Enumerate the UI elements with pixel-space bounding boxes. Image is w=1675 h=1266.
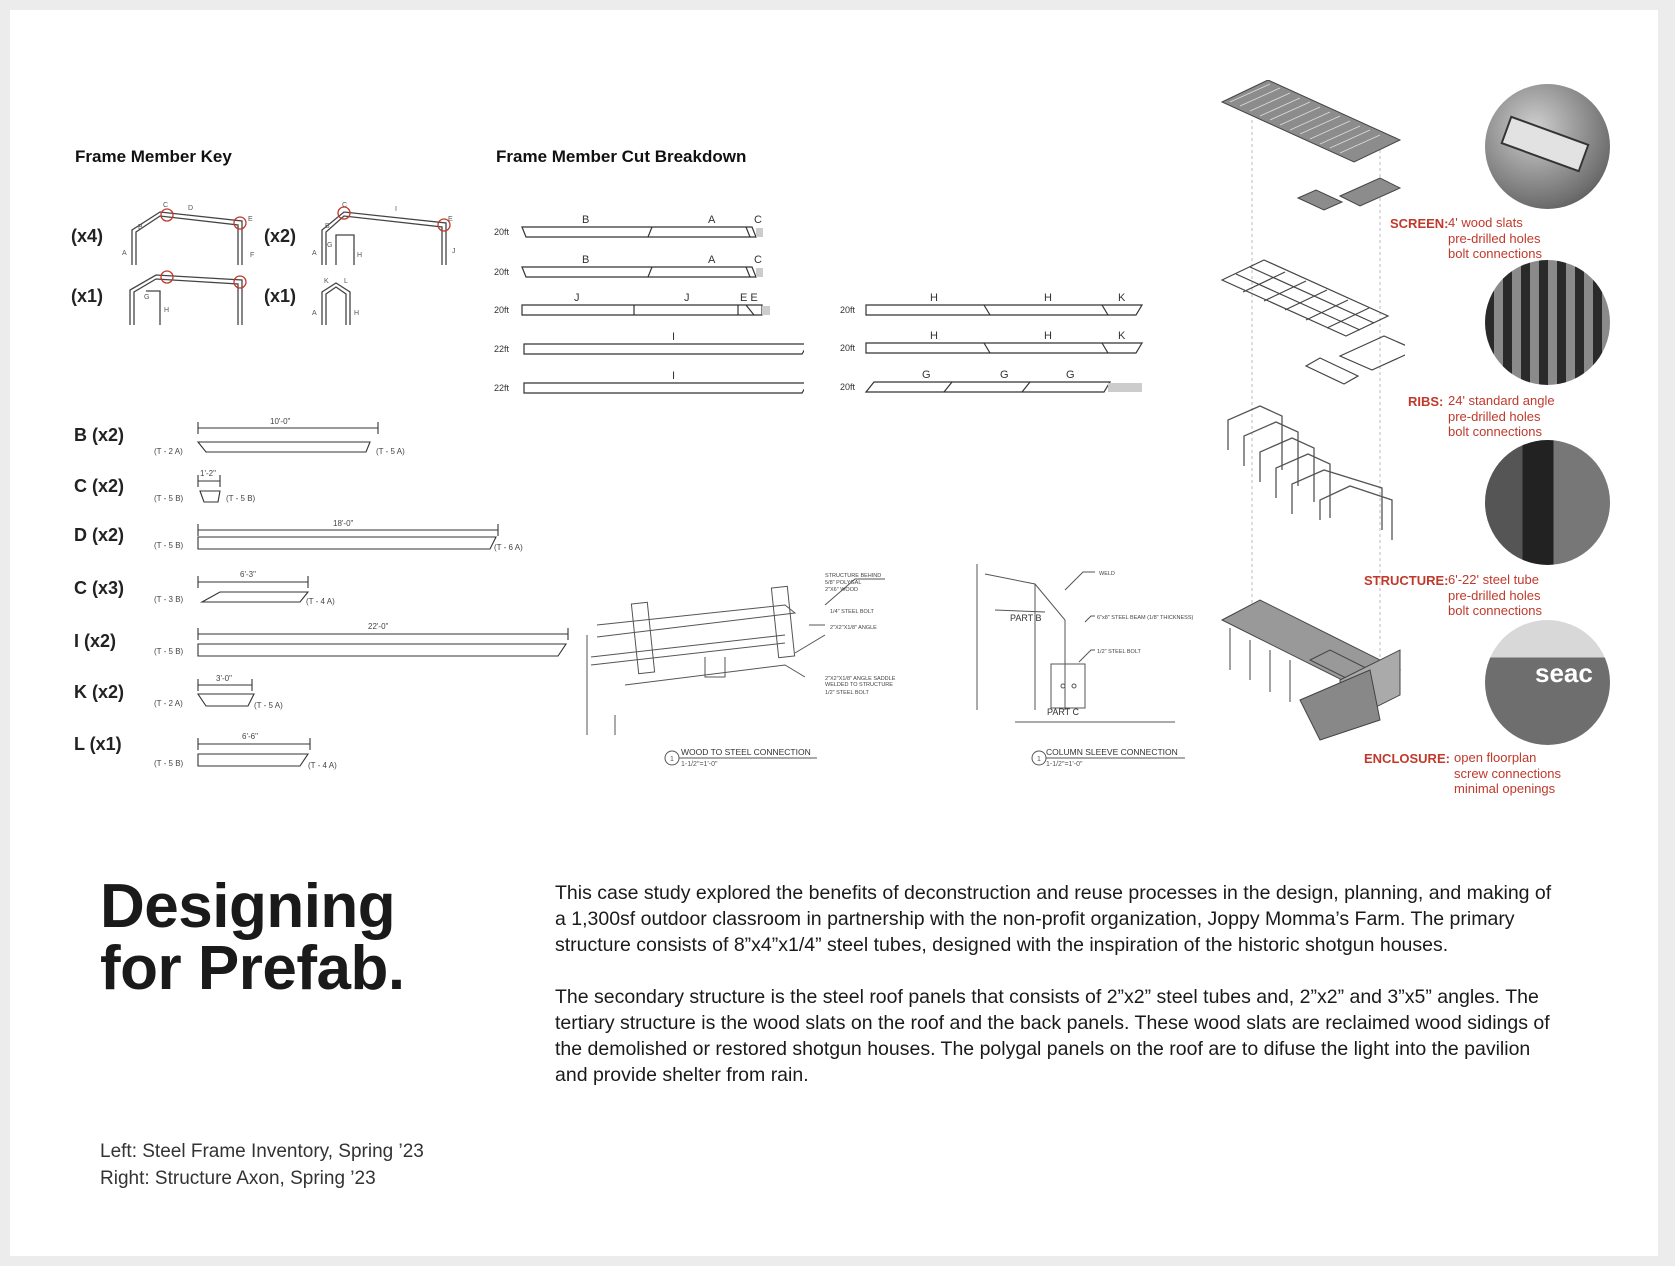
screen-photo	[1485, 84, 1610, 209]
legend-line: 6'-22' steel tube	[1448, 572, 1539, 587]
key-letter: H	[354, 310, 360, 317]
key-letter: H	[164, 307, 170, 314]
cut-piece-label: H	[1044, 330, 1052, 342]
cut-length: 22ft	[494, 344, 510, 354]
detail-note: 2"X2"X1/8" ANGLE	[830, 625, 877, 631]
paragraph: The secondary structure is the steel roof panels that consists of 2”x2” steel tubes and, 2”x2” and 3”x5” angles. The tertiary structure is the wood slats on the roof and the back panels. These wood slats are reclaimed wood sidings of the demolished or restored shotgun houses. The polygal panels on the roof are to difuse the light into the pavilion and provide shelter from rain.	[555, 986, 1550, 1086]
inventory-tag: (T - 5 B)	[154, 647, 184, 656]
sheet	[10, 10, 1658, 1256]
legend-line: bolt connections	[1448, 246, 1542, 261]
cut-piece-label: J	[684, 292, 690, 304]
cut-piece-label: A	[708, 214, 716, 226]
cut-piece-label: J	[574, 292, 580, 304]
inventory-tag: (T - 4 A)	[308, 761, 337, 770]
detail-scale: 1-1/2"=1'-0"	[1046, 761, 1083, 768]
inventory-dim: 18'-0"	[333, 519, 354, 528]
legend-enclosure	[1364, 750, 1561, 796]
key-letter: F	[250, 252, 255, 259]
cut-piece-label: K	[1118, 330, 1126, 342]
key-count-2: (x2)	[264, 226, 297, 246]
key-letter: H	[357, 252, 363, 259]
detail-number: 1	[670, 756, 674, 763]
key-letter: I	[395, 206, 397, 213]
inventory-tag: (T - 5 B)	[154, 759, 184, 768]
cut-piece-label: K	[1118, 292, 1126, 304]
cut-piece-label: C	[754, 214, 762, 226]
inventory-label: C (x3)	[74, 578, 125, 598]
legend-line: bolt connections	[1448, 603, 1542, 618]
inventory-tag: (T - 5 A)	[376, 447, 405, 456]
detail-title: WOOD TO STEEL CONNECTION	[681, 747, 811, 757]
legend-line: 24' standard angle	[1448, 393, 1555, 408]
cut-piece-label: A	[708, 254, 716, 266]
caption-right: Right: Structure Axon, Spring ’23	[100, 1168, 376, 1189]
legend-head: STRUCTURE:	[1364, 573, 1449, 588]
frame-key-drawings	[110, 195, 480, 330]
paragraph: This case study explored the benefits of deconstruction and reuse processes in the design, planning, and making of a 1,300sf outdoor classroom in partnership with the non-profit organization, Joppy Momma’s Farm. The primary structure consists of 8”x4”x1/4” steel tubes, designed with the inspiration of the historic shotgun houses.	[555, 882, 1552, 956]
inventory-label: B (x2)	[74, 425, 125, 445]
captions	[100, 1138, 424, 1192]
wood-to-steel-detail	[585, 565, 915, 775]
inventory-label: K (x2)	[74, 682, 125, 702]
screen-layer	[1222, 80, 1400, 210]
cut-breakdown-right	[840, 275, 1150, 395]
page-title	[100, 872, 405, 1003]
key-letter: E	[448, 216, 453, 223]
legend-ribs	[1408, 393, 1555, 439]
inventory-tag: (T - 3 B)	[154, 595, 184, 604]
detail-note: 1/2" STEEL BOLT	[825, 690, 869, 696]
legend-line: pre-drilled holes	[1448, 230, 1541, 246]
inventory-tag: (T - 5 B)	[154, 541, 184, 550]
caption-left: Left: Steel Frame Inventory, Spring ’23	[100, 1141, 424, 1162]
legend-head: SCREEN:	[1390, 216, 1449, 231]
part-c-label: PART C	[1047, 707, 1080, 717]
inventory-drawings	[150, 410, 570, 780]
title-line: for Prefab.	[100, 934, 405, 1003]
cut-piece-label: B	[582, 214, 590, 226]
column-sleeve-detail	[975, 560, 1225, 775]
title-line: Designing	[100, 872, 396, 941]
cut-length: 20ft	[840, 382, 856, 392]
inventory-label: C (x2)	[74, 476, 125, 496]
cut-breakdown-title: Frame Member Cut Breakdown	[496, 147, 747, 166]
legend-structure	[1364, 572, 1542, 618]
legend-head: ENCLOSURE:	[1364, 751, 1450, 766]
detail-note: WELDED TO STRUCTURE	[825, 682, 893, 688]
inventory-label: I (x2)	[74, 631, 117, 651]
detail-note: 1/4" STEEL BOLT	[830, 609, 874, 615]
inventory-label: L (x1)	[74, 734, 122, 754]
detail-scale: 1-1/2"=1'-0"	[681, 761, 718, 768]
enclosure-photo-text: seac	[1535, 658, 1593, 688]
legend-line: screw connections	[1454, 765, 1561, 781]
key-letter: B	[138, 224, 143, 231]
key-letter: G	[327, 242, 333, 249]
detail-number: 1	[1037, 756, 1041, 763]
detail-note: 2"X6" WOOD	[825, 587, 858, 593]
inventory-tag: (T - 4 A)	[306, 597, 335, 606]
legend-line: pre-drilled holes	[1448, 587, 1541, 603]
cut-piece-label: E E	[740, 292, 758, 304]
key-count-4: (x1)	[264, 286, 297, 306]
key-count-3: (x1)	[71, 286, 104, 306]
inventory-tag: (T - 5 A)	[254, 701, 283, 710]
cut-piece-label: G	[1066, 369, 1075, 381]
cut-piece-label: I	[672, 370, 676, 382]
key-letter: C	[342, 202, 348, 209]
key-letter: A	[122, 250, 127, 257]
key-letter: A	[312, 310, 317, 317]
detail-note: 5/8" POLYGAL	[825, 580, 862, 586]
detail-note: 2"X2"X1/8" ANGLE SADDLE	[825, 676, 896, 682]
part-b-label: PART B	[1010, 613, 1042, 623]
inventory-dim: 10'-0"	[270, 417, 291, 426]
cut-length: 20ft	[840, 343, 856, 353]
inventory-dim: 22'-0"	[368, 622, 389, 631]
cut-length: 20ft	[494, 267, 510, 277]
key-letter: L	[344, 278, 348, 285]
inventory-tag: (T - 6 A)	[494, 543, 523, 552]
structure-photo	[1485, 440, 1610, 565]
inventory-dim: 6'-3"	[240, 570, 256, 579]
inventory-dim: 1'-2"	[200, 469, 216, 478]
key-letter: J	[452, 248, 456, 255]
key-letter: E	[248, 216, 253, 223]
cut-piece-label: G	[1000, 369, 1009, 381]
detail-note: STRUCTURE BEHIND	[825, 573, 882, 579]
cut-length: 22ft	[494, 383, 510, 393]
detail-title: COLUMN SLEEVE CONNECTION	[1046, 747, 1178, 757]
inventory-tag: (T - 5 B)	[154, 494, 184, 503]
enclosure-photo	[1485, 620, 1610, 745]
description	[555, 880, 1555, 1088]
key-letter: C	[163, 202, 169, 209]
legend-screen	[1390, 215, 1542, 261]
cut-length: 20ft	[840, 305, 856, 315]
key-letter: G	[144, 294, 150, 301]
key-letter: K	[324, 278, 329, 285]
cut-piece-label: H	[930, 292, 938, 304]
legend-line: 4' wood slats	[1448, 215, 1523, 230]
cut-piece-label: B	[582, 254, 590, 266]
cut-length: 20ft	[494, 305, 510, 315]
legend-head: RIBS:	[1408, 394, 1444, 409]
inventory-dim: 6'-6"	[242, 732, 258, 741]
inventory-tag: (T - 5 B)	[226, 494, 256, 503]
legend-line: bolt connections	[1448, 424, 1542, 439]
inventory-label: D (x2)	[74, 525, 125, 545]
inventory-dim: 3'-0"	[216, 674, 232, 683]
cut-piece-label: H	[930, 330, 938, 342]
legend-line: minimal openings	[1454, 781, 1556, 796]
cut-length: 20ft	[494, 227, 510, 237]
structure-axon	[1220, 80, 1405, 800]
key-letter: B	[325, 223, 330, 230]
frame-member-key-title: Frame Member Key	[75, 147, 232, 166]
cut-piece-label: C	[754, 254, 762, 266]
key-letter: A	[312, 250, 317, 257]
cut-piece-label: I	[672, 331, 676, 343]
legend-line: open floorplan	[1454, 750, 1537, 765]
ribs-photo	[1485, 260, 1610, 385]
key-count-1: (x4)	[71, 226, 104, 246]
inventory-tag: (T - 2 A)	[154, 447, 183, 456]
inventory-tag: (T - 2 A)	[154, 699, 183, 708]
detail-note: WELD	[1099, 571, 1115, 577]
detail-note: 1/2" STEEL BOLT	[1097, 649, 1141, 655]
detail-note: 6"x8" STEEL BEAM (1/8" THICKNESS)	[1097, 615, 1194, 621]
legend-line: pre-drilled holes	[1448, 408, 1541, 424]
cut-piece-label: H	[1044, 292, 1052, 304]
cut-piece-label: G	[922, 369, 931, 381]
cut-breakdown-left	[494, 195, 804, 395]
key-letter: D	[188, 205, 194, 212]
